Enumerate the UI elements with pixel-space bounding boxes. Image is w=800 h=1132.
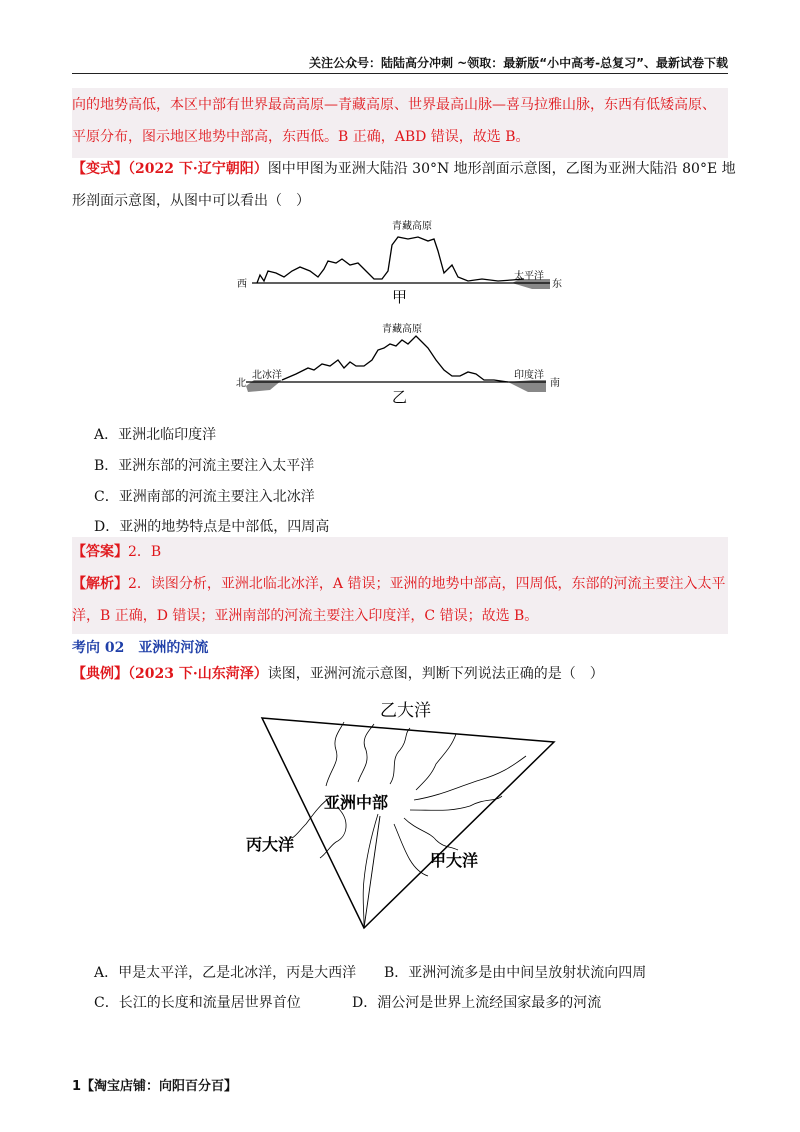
river-line (416, 734, 456, 790)
jia-caption: 甲 (392, 288, 408, 306)
river-line (390, 728, 410, 784)
jia-ocean-label: 太平洋 (514, 271, 544, 282)
page-footer: 1【淘宝店铺：向阳百分百】 (72, 1079, 238, 1094)
river-line (363, 814, 378, 926)
yi-peak-label: 青藏高原 (382, 324, 422, 335)
river-line (320, 808, 346, 858)
option-2d: D．湄公河是世界上流经国家最多的河流 (352, 995, 602, 1011)
jia-east-label: 东 (552, 279, 562, 290)
prev-explanation-line1: 向的地势高低，本区中部有世界最高高原—青藏高原、世界最高山脉—喜马拉雅山脉，东西有低矮高原、 (72, 97, 716, 113)
river-label-top: 乙大洋 (380, 701, 431, 721)
figure-river-diagram (240, 690, 580, 940)
analysis-line2: 洋，B 正确，D 错误；亚洲南部的河流主要注入印度洋，C 错误；故选 B。 (72, 608, 539, 624)
page-header: 关注公众号：陆陆高分冲刺 ~领取：最新版“小中高考-总复习”、最新试卷下载 (309, 56, 728, 70)
river-triangle (262, 718, 554, 928)
variant-source: （2022 下·辽宁朝阳） (128, 161, 268, 177)
analysis-line1 (72, 568, 725, 600)
figure-jia (232, 215, 572, 310)
yi-caption: 乙 (392, 388, 408, 406)
analysis-text1: 2．读图分析，亚洲北临北冰洋，A 错误；亚洲的地势中部高，四周低，东部的河流主要注入太平 (128, 576, 726, 592)
option-1a: A．亚洲北临印度洋 (94, 427, 217, 443)
river-label-center: 亚洲中部 (324, 793, 389, 812)
figure-yi (232, 320, 572, 410)
river-line (358, 724, 374, 782)
option-2c: C．长江的长度和流量居世界首位 (94, 995, 301, 1011)
variant-stem1: 图中甲图为亚洲大陆沿 30°N 地形剖面示意图，乙图为亚洲大陆沿 80°E 地 (267, 161, 736, 177)
example-stem (72, 658, 604, 690)
analysis-tag: 【解析】 (72, 576, 128, 592)
variant-stem-line2: 形剖面示意图，从图中可以看出（ ） (72, 193, 310, 209)
river-line (394, 824, 428, 876)
option-2b: B．亚洲河流多是由中间呈放射状流向四周 (384, 965, 647, 981)
yi-left-ocean-label: 北冰洋 (252, 370, 282, 381)
yi-south-label: 南 (550, 378, 560, 389)
yi-north-label: 北 (236, 378, 246, 389)
option-2a: A．甲是太平洋，乙是北冰洋，丙是大西洋 (94, 965, 357, 981)
river-label-right: 甲大洋 (430, 851, 479, 870)
prev-explanation-line2: 平原分布，图示地区地势中部高，东西低。B 正确，ABD 错误，故选 B。 (72, 129, 530, 145)
jia-west-label: 西 (237, 279, 247, 290)
option-1b: B．亚洲东部的河流主要注入太平洋 (94, 458, 315, 474)
river-label-left: 丙大洋 (246, 835, 295, 854)
header-divider (72, 73, 728, 74)
answer-text: 2．B (128, 544, 162, 560)
option-1d: D．亚洲的地势特点是中部低，四周高 (94, 519, 330, 535)
river-line (364, 816, 380, 928)
answer-line (72, 536, 161, 568)
example-tag: 【典例】 (72, 666, 128, 682)
river-line (414, 756, 526, 800)
variant-stem-line1 (72, 153, 736, 185)
river-line (404, 818, 458, 850)
river-line (326, 722, 344, 786)
example-text: 读图，亚洲河流示意图，判断下列说法正确的是（ ） (267, 666, 604, 682)
jia-profile (257, 237, 524, 283)
answer-tag: 【答案】 (72, 544, 128, 560)
section-heading: 考向 02 亚洲的河流 (72, 640, 209, 656)
jia-peak-label: 青藏高原 (392, 221, 432, 232)
variant-tag: 【变式】 (72, 161, 128, 177)
option-1c: C．亚洲南部的河流主要注入北冰洋 (94, 489, 315, 505)
yi-right-ocean-label: 印度洋 (514, 370, 544, 381)
yi-profile (282, 336, 508, 382)
example-source: （2023 下·山东菏泽） (128, 666, 268, 682)
